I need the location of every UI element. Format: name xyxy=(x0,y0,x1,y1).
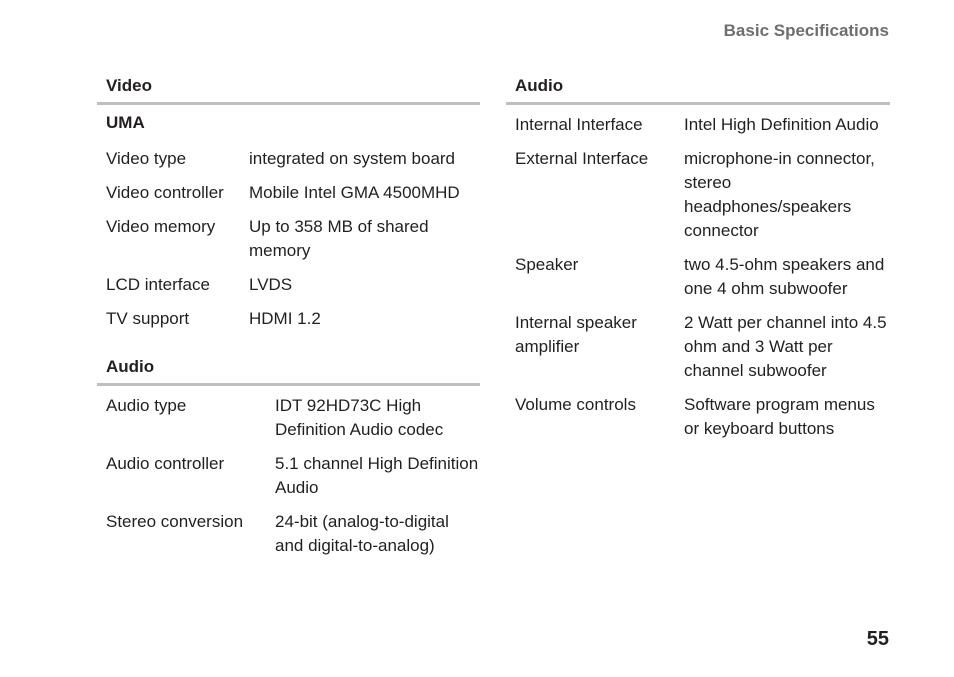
spec-row xyxy=(506,113,890,137)
spec-value: Mobile Intel GMA 4500MHD xyxy=(249,183,460,202)
uma-subheading: UMA xyxy=(106,113,145,132)
spec-value: 5.1 channel High Definition Audio xyxy=(275,454,479,497)
spec-value: HDMI 1.2 xyxy=(249,309,321,328)
spec-row xyxy=(97,147,480,171)
spec-row xyxy=(506,311,890,383)
spec-row xyxy=(97,510,480,558)
spec-label: Video memory xyxy=(106,217,216,236)
spec-label: Internal speaker amplifier xyxy=(515,313,637,356)
spec-row xyxy=(506,393,890,441)
spec-label: External Interface xyxy=(515,149,649,168)
spec-label: Stereo conversion xyxy=(106,512,244,531)
left-column xyxy=(97,74,480,568)
spec-row xyxy=(97,273,480,297)
spec-label: TV support xyxy=(106,309,190,328)
spec-value: 2 Watt per channel into 4.5 ohm and 3 Watt per channel subwoofer xyxy=(684,313,887,380)
right-column xyxy=(506,74,890,451)
spec-value: Software program menus or keyboard buttons xyxy=(684,395,875,438)
spec-value: IDT 92HD73C High Definition Audio codec xyxy=(275,396,444,439)
spec-label: Video controller xyxy=(106,183,224,202)
page-header-title: Basic Specifications xyxy=(723,21,889,40)
audio-section-heading: Audio xyxy=(97,355,480,386)
spec-row xyxy=(97,452,480,500)
page-number: 55 xyxy=(866,628,889,650)
spec-row xyxy=(97,215,480,263)
spec-row xyxy=(506,253,890,301)
spec-label: Video type xyxy=(106,149,187,168)
spec-label: Audio controller xyxy=(106,454,225,473)
spec-value: Up to 358 MB of shared memory xyxy=(249,217,429,260)
spec-row xyxy=(506,147,890,243)
spec-label: Volume controls xyxy=(515,395,636,414)
spec-value: LVDS xyxy=(249,275,293,294)
spec-value: Intel High Definition Audio xyxy=(684,115,879,134)
audio-spec-table xyxy=(97,394,480,558)
spec-label: LCD interface xyxy=(106,275,210,294)
spec-row xyxy=(97,181,480,205)
video-spec-table xyxy=(97,147,480,331)
spec-value: integrated on system board xyxy=(249,149,456,168)
audio-detail-table xyxy=(506,113,890,441)
spec-label: Audio type xyxy=(106,396,187,415)
spec-row xyxy=(97,307,480,331)
spec-value: two 4.5-ohm speakers and one 4 ohm subwoofer xyxy=(684,255,885,298)
spec-value: microphone-in connector, stereo headphones/speakers connector xyxy=(684,149,875,240)
spec-label: Internal Interface xyxy=(515,115,643,134)
spec-value: 24-bit (analog-to-digital and digital-to-analog) xyxy=(275,512,449,555)
video-section-heading: Video xyxy=(97,74,480,105)
spec-row xyxy=(97,394,480,442)
spec-label: Speaker xyxy=(515,255,579,274)
audio-section-heading-right: Audio xyxy=(506,74,890,105)
